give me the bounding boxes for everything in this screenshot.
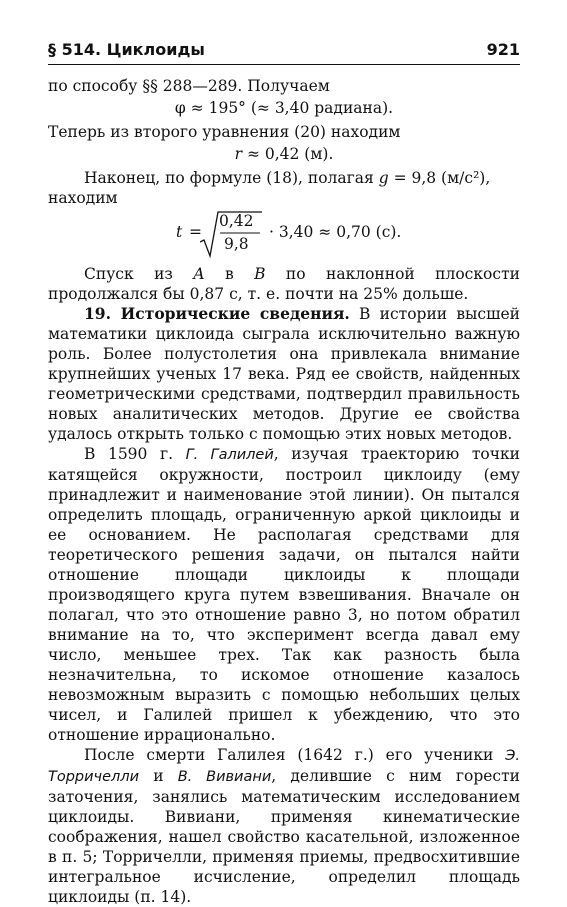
text-line: по способу §§ 288—289. Получаем (48, 77, 330, 95)
book-page (48, 40, 521, 906)
equation-phi: φ ≈ 195° (≈ 3,40 радиана). (174, 99, 394, 117)
eq-sign: = (189, 223, 202, 241)
header-rule (48, 64, 520, 65)
paragraph (48, 444, 520, 745)
eq-variable: B (254, 265, 266, 283)
para-text: и (139, 767, 178, 785)
para-text: После смерти Галилея (1642 г.) его ученики (84, 746, 506, 764)
eq-variable: t (176, 223, 183, 241)
eq-variable: r (234, 145, 243, 163)
para-text: Спуск из (84, 265, 194, 283)
equation-r (48, 144, 520, 164)
eq-variable: A (193, 265, 205, 283)
para-text: = 9,8 (м/с²), (388, 169, 491, 187)
para-text: Наконец, по формуле (18), полагая (84, 169, 379, 187)
paragraph (48, 264, 520, 304)
person-name: В. Вивиани (177, 769, 272, 785)
page-body (48, 76, 520, 907)
para-text: , делившие с ним горести заточения, занялись математическим исследованием циклоиды. Вивиани, применяя кинематические соображения, нашел свойство касательной, изложенное в п. 5; Торричелли, применяя приемы, предвосхитившие интегральное исчисление, определил площадь циклоиды (п. 14). (48, 767, 521, 906)
text-line: находим (48, 189, 118, 207)
para-text: В истории высшей математики циклоида сыграла исключительно важную роль. Более полустолетия она привлекала внимание крупнейших ученых 17 века. Ряд ее свойств, найденных геометрическими средствами, подтвердил правильность новых аналитических методов. Другие ее свойства удалось открыть только с помощью этих новых методов. (48, 305, 520, 443)
page-number: 921 (486, 40, 520, 59)
paragraph (48, 168, 520, 188)
paragraph (48, 745, 520, 907)
fraction-numerator: 0,42 (219, 212, 254, 230)
person-name: Г. Галилей (185, 447, 274, 463)
eq-text: ≈ 0,42 (м). (242, 145, 334, 163)
eq-variable: g (378, 169, 389, 187)
para-text: В 1590 г. (84, 445, 186, 463)
person-name: Э. Торричелли (48, 748, 520, 785)
running-header (48, 40, 520, 64)
eq-text: · 3,40 ≈ 0,70 (с). (269, 223, 402, 241)
para-text: по наклонной плоскости продолжался бы 0,87 с, т. е. почти на 25% дольше. (48, 265, 520, 303)
text-line: Теперь из второго уравнения (20) находим (48, 123, 401, 141)
subsection-heading: 19. Исторические сведения. (84, 304, 350, 323)
para-text: в (204, 265, 255, 283)
section-title: § 514. Циклоиды (48, 40, 205, 59)
paragraph (48, 304, 520, 444)
equation-t (48, 210, 520, 258)
para-text: , изучая траекторию точки катящейся окружности, построил циклоиду (ему принадлежит и наименование этой линии). Он пытался определить площадь, ограниченную аркой циклоиды и ее основанием. Не располагая средствами для теоретического решения задачи, он пытался найти отношение площади циклоиды к площади производящего круга путем взвешивания. Вначале он полагал, что это отношение равно 3, но потом обратил внимание на то, что эксперимент всегда давал ему число, меньшее трех. Так как разность была незначительна, то искомое отношение казалось невозможным выразить с помощью небольших целых чисел, и Галилей пришел к убеждению, что это отношение иррационально. (48, 445, 520, 744)
fraction-denominator: 9,8 (224, 235, 249, 253)
